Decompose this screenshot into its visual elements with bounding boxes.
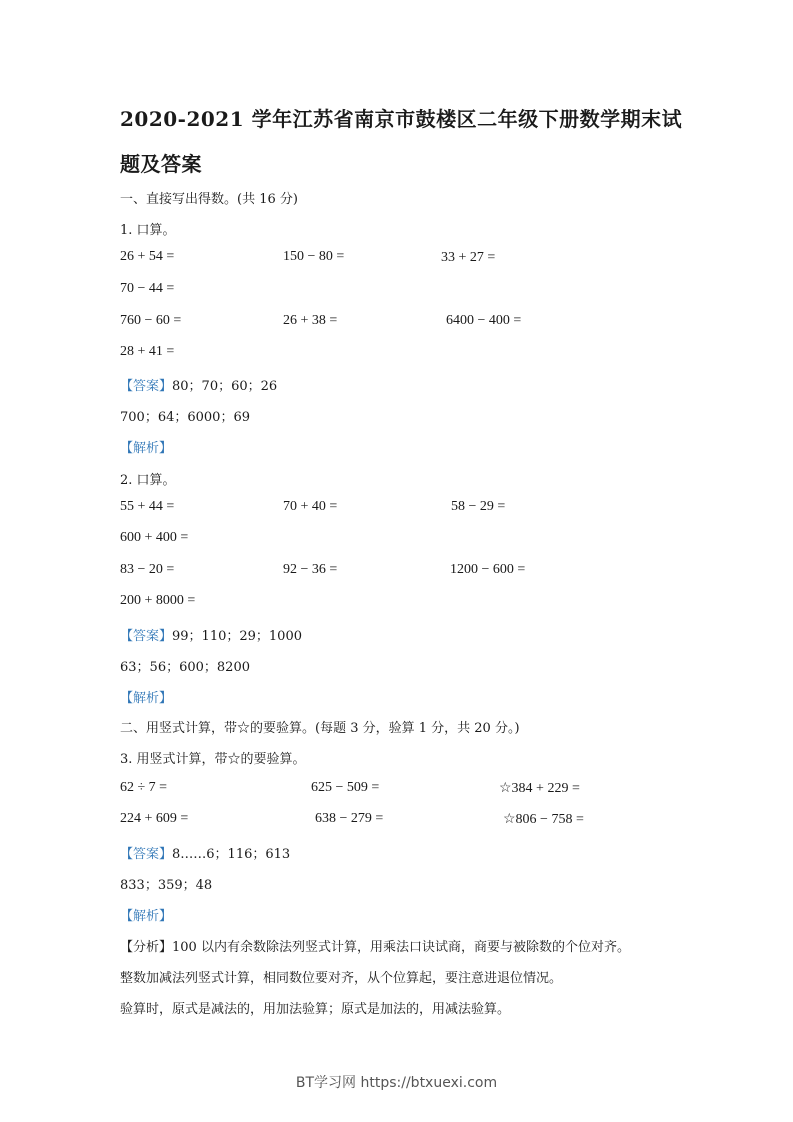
q1-item-4: 70 − 44 = xyxy=(120,281,175,296)
q3-analysis-line1: 【分析】100 以内有余数除法列竖式计算，用乘法口诀试商，商要与被除数的个位对齐。 xyxy=(120,940,630,955)
q1-item-3: 33 + 27 = xyxy=(441,250,496,265)
q2-item-5: 83 − 20 = xyxy=(120,562,175,577)
q2-answer-line2: 63；56；600；8200 xyxy=(120,660,250,675)
q3-answer xyxy=(120,843,290,862)
answer-tag: 【答案】 xyxy=(120,847,173,862)
document-title-line1: 2020-2021 学年江苏省南京市鼓楼区二年级下册数学期末试 xyxy=(120,107,683,131)
q1-item-6: 26 + 38 = xyxy=(283,313,338,328)
q3-analysis-line2: 整数加减法列竖式计算，相同数位要对齐，从个位算起，要注意进退位情况。 xyxy=(120,971,563,986)
q3-analysis-line3: 验算时，原式是减法的，用加法验算；原式是加法的，用减法验算。 xyxy=(120,1002,511,1017)
answer-tag: 【答案】 xyxy=(120,379,173,394)
q1-answer-line1: 80；70；60；26 xyxy=(172,379,278,394)
q2-item-3: 58 − 29 = xyxy=(451,499,506,514)
document-title-line2: 题及答案 xyxy=(120,152,202,176)
q2-item-8: 200 + 8000 = xyxy=(120,593,196,608)
q3-item-3: ☆384 + 229 = xyxy=(499,781,580,796)
q2-analysis-tag: 【解析】 xyxy=(120,691,173,706)
q3-answer-line1: 8……6；116；613 xyxy=(172,847,291,862)
section1-heading: 一、直接写出得数。(共 16 分) xyxy=(120,192,298,207)
q1-answer xyxy=(120,375,277,394)
q2-item-7: 1200 − 600 = xyxy=(450,562,526,577)
question-3-label: 3. 用竖式计算，带☆的要验算。 xyxy=(120,752,306,767)
q2-item-1: 55 + 44 = xyxy=(120,499,175,514)
question-1-label: 1. 口算。 xyxy=(120,223,176,238)
q3-item-1: 62 ÷ 7 = xyxy=(120,780,168,795)
q2-item-2: 70 + 40 = xyxy=(283,499,338,514)
q1-item-1: 26 + 54 = xyxy=(120,249,175,264)
q1-item-7: 6400 − 400 = xyxy=(446,313,522,328)
q1-item-8: 28 + 41 = xyxy=(120,344,175,359)
q2-answer xyxy=(120,625,302,644)
section2-heading: 二、用竖式计算，带☆的要验算。(每题 3 分，验算 1 分，共 20 分。) xyxy=(120,721,520,736)
q2-answer-line1: 99；110；29；1000 xyxy=(172,629,302,644)
q1-item-2: 150 − 80 = xyxy=(283,249,345,264)
q3-item-6: ☆806 − 758 = xyxy=(503,812,584,827)
question-2-label: 2. 口算。 xyxy=(120,473,176,488)
q3-answer-line2: 833；359；48 xyxy=(120,878,213,893)
q2-item-4: 600 + 400 = xyxy=(120,530,189,545)
q3-analysis-tag: 【解析】 xyxy=(120,909,173,924)
q2-item-6: 92 − 36 = xyxy=(283,562,338,577)
q3-item-5: 638 − 279 = xyxy=(315,811,384,826)
q3-item-2: 625 − 509 = xyxy=(311,780,380,795)
q3-item-4: 224 + 609 = xyxy=(120,811,189,826)
answer-tag: 【答案】 xyxy=(120,629,173,644)
q1-item-5: 760 − 60 = xyxy=(120,313,182,328)
footer-watermark-link[interactable]: BT学习网 https://btxuexi.com xyxy=(295,1075,498,1091)
q1-answer-line2: 700；64；6000；69 xyxy=(120,410,250,425)
q1-analysis-tag: 【解析】 xyxy=(120,441,173,456)
